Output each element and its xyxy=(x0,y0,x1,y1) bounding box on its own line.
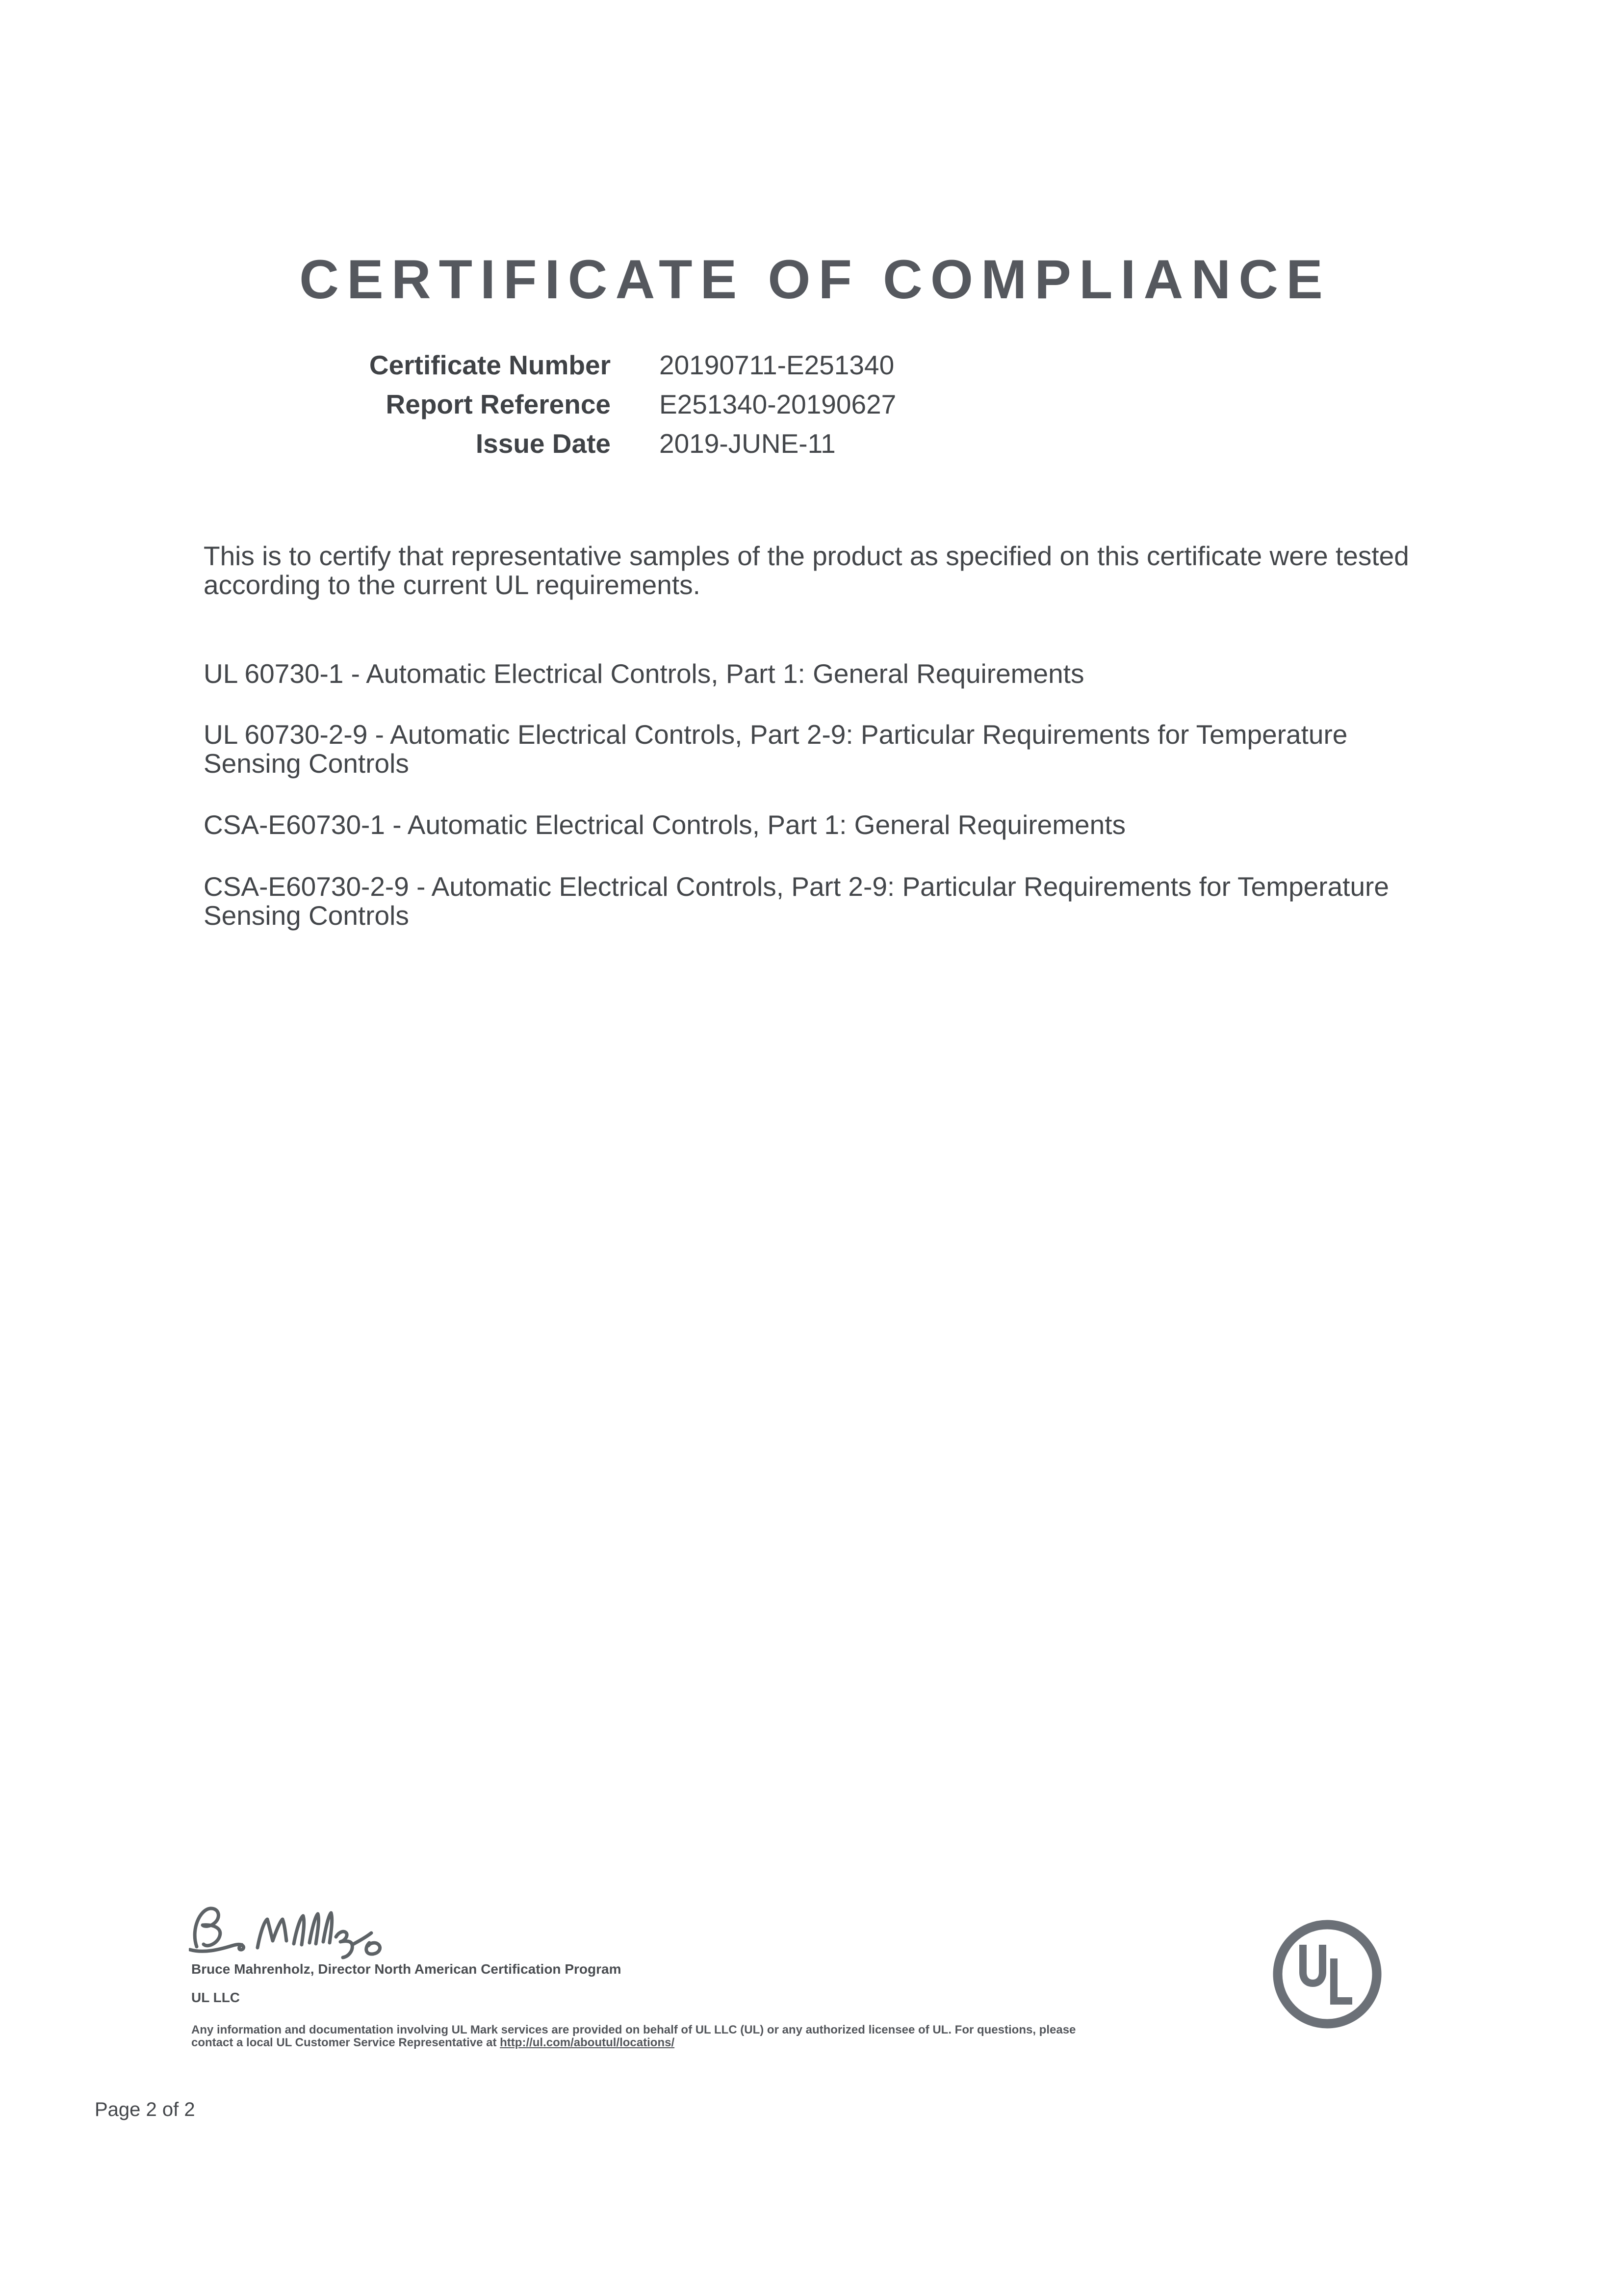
report-reference-value: E251340-20190627 xyxy=(659,389,897,419)
report-reference-label: Report Reference xyxy=(386,389,611,419)
certificate-number-label: Certificate Number xyxy=(369,350,611,380)
certificate-number-row xyxy=(343,349,896,389)
logo-letter-u xyxy=(1299,1945,1326,1987)
standard-item-csa-e60730-2-9: CSA-E60730-2-9 - Automatic Electrical Controls, Part 2-9: Particular Requirements for Temperature Sensing Controls xyxy=(204,871,1389,931)
disclaimer-line-2 xyxy=(191,2036,674,2050)
report-reference-row xyxy=(343,389,896,428)
issue-date-label: Issue Date xyxy=(475,428,611,459)
logo-ring xyxy=(1278,1925,1377,2024)
issue-date-value: 2019-JUNE-11 xyxy=(659,428,836,459)
standard-item-ul-60730-2-9: UL 60730-2-9 - Automatic Electrical Controls, Part 2-9: Particular Requirements for Temperature Sensing Controls xyxy=(204,719,1348,779)
page-title: CERTIFICATE OF COMPLIANCE xyxy=(299,249,1331,310)
certificate-info xyxy=(343,349,896,467)
signer-name-line: Bruce Mahrenholz, Director North American Certification Program xyxy=(191,1961,621,1977)
certificate-number-value: 20190711-E251340 xyxy=(659,350,895,380)
ul-certification-mark-logo xyxy=(1272,1919,1382,2029)
logo-letter-l xyxy=(1330,1958,1352,2005)
certify-statement: This is to certify that representative samples of the product as specified on this certificate were tested according to the current UL requirements. xyxy=(204,541,1409,600)
standard-item-ul-60730-1: UL 60730-1 - Automatic Electrical Controls, Part 1: General Requirements xyxy=(204,658,1084,689)
disclaimer-line-2-text: contact a local UL Customer Service Representative at xyxy=(191,2036,500,2049)
disclaimer-line-1: Any information and documentation involving UL Mark services are provided on behalf of UL LLC (UL) or any authorized licensee of UL. For questions, please xyxy=(191,2023,1076,2036)
ul-locations-link[interactable]: http://ul.com/aboutul/locations/ xyxy=(500,2036,675,2049)
signature-image xyxy=(189,1903,395,1960)
issue-date-row xyxy=(343,428,896,467)
company-name: UL LLC xyxy=(191,1990,240,2005)
standard-item-csa-e60730-1: CSA-E60730-1 - Automatic Electrical Controls, Part 1: General Requirements xyxy=(204,809,1126,840)
page-number-label: Page 2 of 2 xyxy=(95,2099,195,2120)
